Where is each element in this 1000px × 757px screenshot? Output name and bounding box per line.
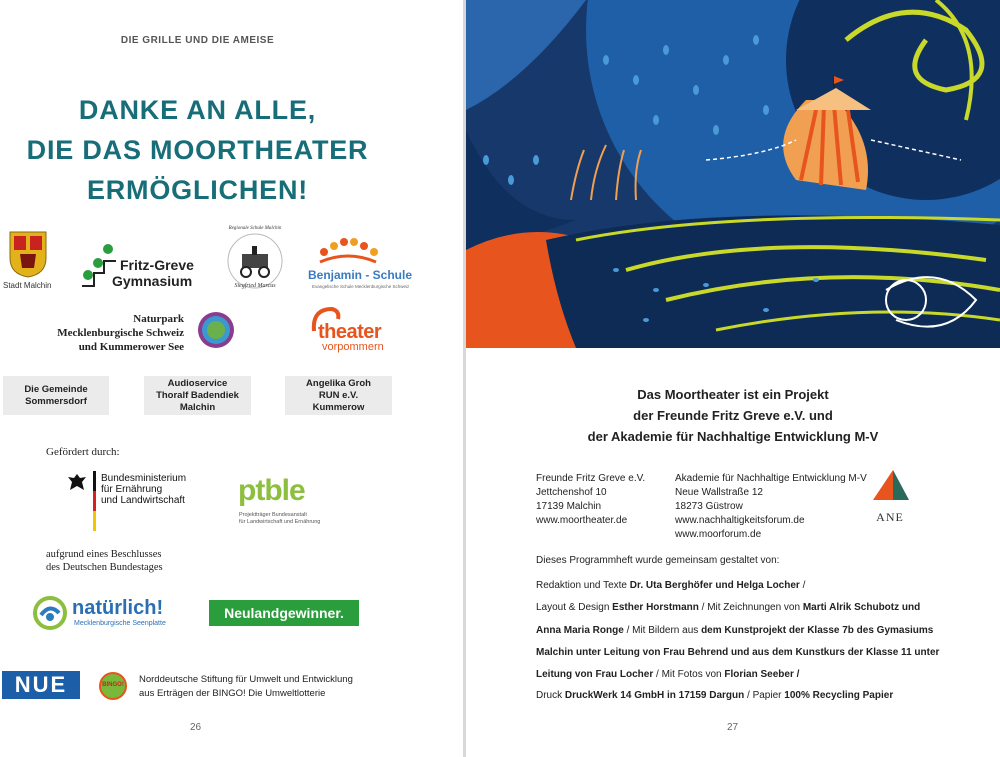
credit-line-1 [536,580,956,591]
credit-text: / Papier [744,690,785,701]
naturpark-line-1: Naturpark [133,313,184,325]
credit-name: Dr. Uta Berghöfer und Helga Locher [629,580,800,591]
fritz-greve-line-1: Fritz-Greve [120,257,194,273]
bmel-line: für Ernährung [101,484,163,495]
credit-text: / Mit Fotos von [653,669,725,680]
address-line: Freunde Fritz Greve e.V. [536,473,646,484]
naturpark-line-3: und Kummerower See [78,341,184,353]
bundestag-line: des Deutschen Bundestages [46,562,163,573]
page-number-right: 27 [727,722,739,733]
neulandgewinner-logo: Neulandgewinner. [209,600,359,626]
sponsor-box-angelika-groh [285,376,392,415]
credit-line-6 [536,690,956,701]
bmel-label [101,473,186,506]
box-text: Kummerow [312,401,365,413]
natuerlich-logo: natürlich! [72,597,164,619]
box-text: Die Gemeinde [24,383,88,395]
regionale-schule-seal-icon [226,232,284,290]
address-line: www.moorforum.de [675,529,762,540]
credit-text: / [799,580,806,591]
credit-name: DruckWerk 14 GmbH in 17159 Dargun [564,690,745,701]
credit-text: / Mit Bildern aus [623,625,702,636]
flag-stripe-red [93,491,96,511]
title-line-3: ERMÖGLICHEN! [86,175,309,205]
ane-label: ANE [876,510,904,524]
title-line-2: DIE DAS MOORTHEATER [26,135,369,165]
left-page [0,0,463,757]
federal-eagle-icon [66,472,88,492]
benjamin-schule-logo-icon [316,234,380,264]
natuerlich-swirl-icon [31,595,69,631]
nue-logo: NUE [2,671,80,699]
credit-line-3 [536,625,956,636]
running-header: DIE GRILLE UND DIE AMEISE [120,35,275,46]
fritz-greve-line-2: Gymnasium [112,273,193,289]
flag-stripe-black [93,471,96,491]
stadt-malchin-label: Stadt Malchin [3,281,52,290]
credit-name: Malchin unter Leitung von Frau Behrend und aus dem Kunstkurs der Klasse 11 unter [536,647,940,658]
vorpommern-label: vorpommern [322,341,384,353]
page-number-left: 26 [190,722,202,733]
sponsor-box-sommersdorf [3,376,109,415]
credit-name: dem Kunstprojekt der Klasse 7b des Gymasiums [701,625,934,636]
box-text: Audioservice [167,377,228,389]
credit-line-2 [536,602,956,613]
funded-by-label: Gefördert durch: [46,446,120,458]
benjamin-schule-sub: Evangelische Schule Mecklenburgische Schweiz [312,284,410,289]
credit-line-5 [536,669,956,680]
naturpark-label [20,312,184,354]
ptble-logo: ptble [238,474,305,507]
address-line: Neue Wallstraße 12 [675,487,763,498]
credit-name: Marti Alrik Schubotz und [802,602,921,613]
naturpark-line-2: Mecklenburgische Schweiz [57,327,184,339]
credits-intro: Dieses Programmheft wurde gemeinsam gestaltet von: [536,555,780,566]
credit-text: / Mit Zeichnungen von [698,602,803,613]
box-text: Sommersdorf [25,395,87,407]
sponsor-box-audioservice [144,376,251,415]
address-freunde-fritz-greve [536,472,645,528]
credit-name: Leitung von Frau Locher [536,669,654,680]
nue-line: Norddeutsche Stiftung für Umwelt und Entwicklung [139,674,353,685]
project-line: der Freunde Fritz Greve e.V. und [633,408,833,423]
address-akademie [675,472,867,542]
regionale-schule-sub: Siegfried Marcus [234,283,276,289]
circus-tent-illustration [466,0,1000,348]
address-line: www.nachhaltigkeitsforum.de [675,515,805,526]
box-text: Malchin [179,401,216,413]
project-line: Das Moortheater ist ein Projekt [637,387,829,402]
bmel-line: und Landwirtschaft [101,495,185,506]
credit-text: Layout & Design [536,602,613,613]
address-line: 17139 Malchin [536,501,602,512]
stadt-malchin-crest-icon [8,230,48,278]
address-line: Akademie für Nachhaltige Entwicklung M-V [675,473,867,484]
credit-name: Florian Seeber / [724,669,800,680]
bundestag-line: aufgrund eines Beschlusses [46,549,162,560]
box-text: Angelika Groh [306,377,371,389]
bingo-label: BINGO! [102,682,124,688]
address-line: www.moortheater.de [536,515,628,526]
ptble-sub-line: Projektträger Bundesanstalt [239,512,307,518]
theater-label: theater [318,321,382,343]
credit-text: Redaktion und Texte [536,580,630,591]
natuerlich-sub: Mecklenburgische Seenplatte [74,620,166,627]
bmel-line: Bundesministerium [101,473,187,484]
nue-line: aus Erträgen der BINGO! Die Umweltlotterie [139,688,326,699]
naturpark-logo-icon [197,311,235,349]
right-page [466,0,1000,757]
flag-stripe-gold [93,511,96,531]
box-text: RUN e.V. [318,389,359,401]
project-statement [466,384,1000,447]
credit-name: Esther Horstmann [612,602,699,613]
address-line: 18273 Güstrow [675,501,743,512]
bundestag-note [46,548,163,574]
title-line-1: DANKE AN ALLE, [78,95,317,125]
credit-line-4 [536,647,956,658]
credit-name: 100% Recycling Papier [784,690,894,701]
ptble-sub [239,512,320,526]
ptble-sub-line: für Landwirtschaft und Ernährung [239,519,321,525]
credit-name: Anna Maria Ronge [536,625,624,636]
ane-logo-icon [869,468,911,508]
regionale-schule-label: Regionale Schule Malchin [228,226,282,231]
address-line: Jettchenshof 10 [536,487,607,498]
project-line: der Akademie für Nachhaltige Entwicklung M-V [587,429,879,444]
box-text: Thoralf Badendiek [156,389,239,401]
benjamin-schule-label: Benjamin - Schule [308,268,413,282]
credit-text: Druck [536,690,565,701]
nue-description [139,673,353,701]
